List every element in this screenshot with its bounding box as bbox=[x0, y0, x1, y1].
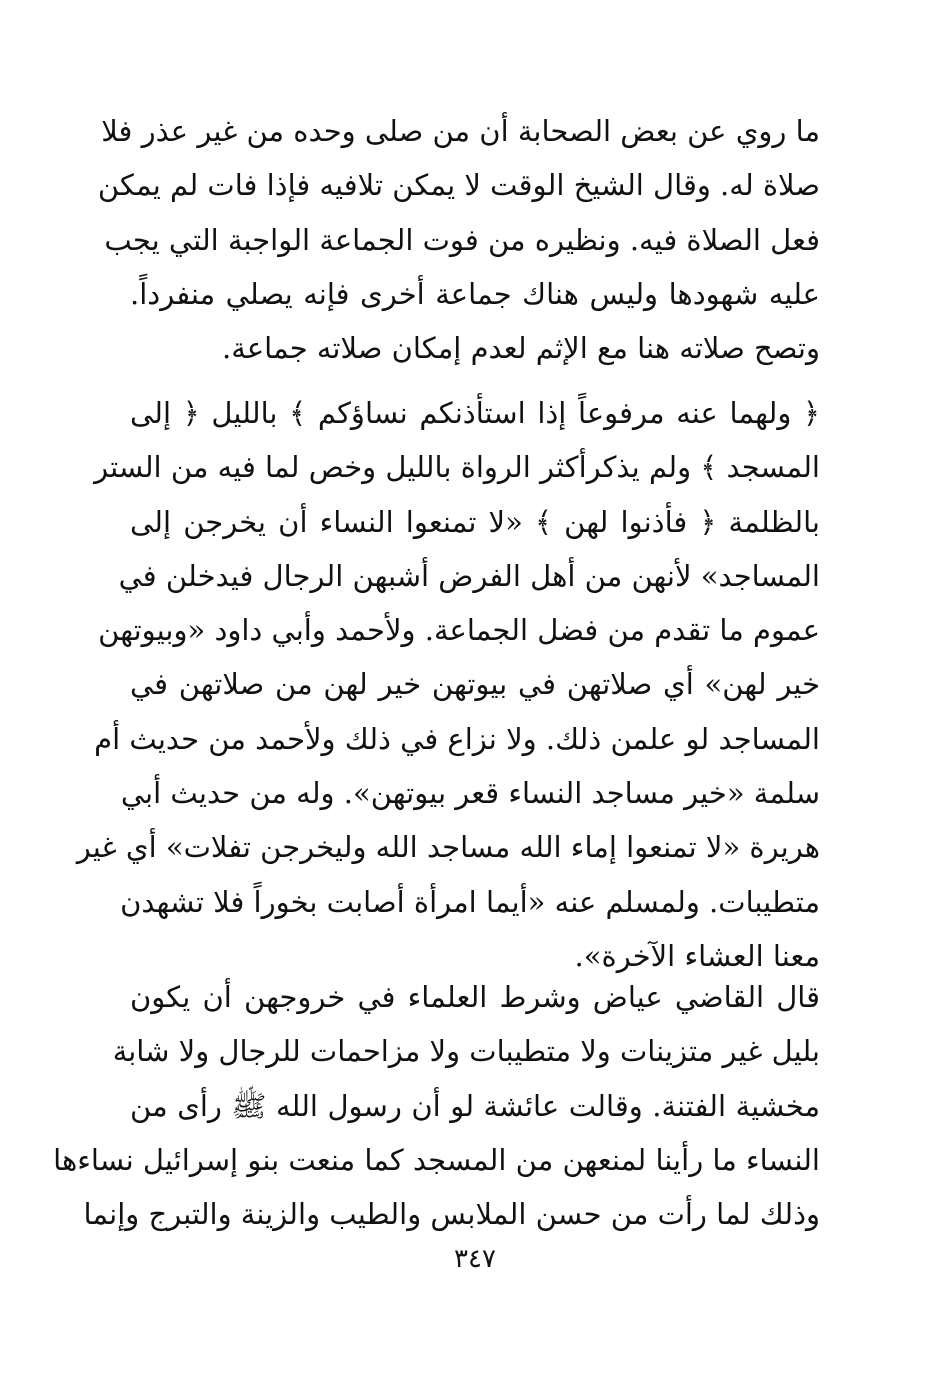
text-line: سلمة «خير مساجد النساء قعر بيوتهن». وله من حديث أبي bbox=[120, 776, 820, 811]
text-line: عليه شهودها وليس هناك جماعة أخرى فإنه يصلي منفرداً. bbox=[130, 276, 820, 311]
text-line: وذلك لما رأت من حسن الملابس والطيب والزينة والتبرج وإنما bbox=[83, 1197, 820, 1232]
paragraph-1 bbox=[97, 104, 820, 375]
text-line: صلاة له. وقال الشيخ الوقت لا يمكن تلافيه فإذا فات لم يمكن bbox=[97, 168, 820, 203]
text-line: المسجد ﴾ ولم يذكرأكثر الرواة بالليل وخص لما فيه من الستر bbox=[94, 450, 820, 485]
text-line: النساء ما رأينا لمنعهن من المسجد كما منعت بنو إسرائيل نساءها bbox=[53, 1142, 820, 1177]
text-line: هريرة «لا تمنعوا إماء الله مساجد الله وليخرجن تفلات» أي غير bbox=[76, 830, 820, 865]
paragraph-2 bbox=[76, 386, 820, 983]
page-number: ٣٤٧ bbox=[454, 1244, 496, 1274]
text-line: بالظلمة ﴿ فأذنوا لهن ﴾ «لا تمنعوا النساء أن يخرجن إلى bbox=[130, 504, 820, 539]
text-line: خير لهن» أي صلاتهن في بيوتهن خير لهن من صلاتهن في bbox=[130, 667, 820, 702]
paragraph-3 bbox=[53, 970, 820, 1241]
text-line: فعل الصلاة فيه. ونظيره من فوت الجماعة الواجبة التي يجب bbox=[104, 222, 820, 257]
text-line: وتصح صلاته هنا مع الإثم لعدم إمكان صلاته جماعة. bbox=[222, 331, 820, 366]
text-line: معنا العشاء الآخرة». bbox=[574, 938, 820, 973]
text-line: ﴿ ولهما عنه مرفوعاً إذا استأذنكم نساؤكم ﴾ بالليل ﴿ إلى bbox=[130, 396, 820, 430]
text-line: ما روي عن بعض الصحابة أن من صلى وحده من غير عذر فلا bbox=[101, 114, 820, 148]
text-line: عموم ما تقدم من فضل الجماعة. ولأحمد وأبي داود «وبيوتهن bbox=[98, 613, 820, 648]
text-line: قال القاضي عياض وشرط العلماء في خروجهن أن يكون bbox=[130, 980, 820, 1014]
text-line: المساجد» لأنهن من أهل الفرض أشبهن الرجال فيدخلن في bbox=[118, 558, 820, 593]
text-line: متطيبات. ولمسلم عنه «أيما امرأة أصابت بخوراً فلا تشهدن bbox=[120, 884, 820, 919]
text-line: المساجد لو علمن ذلك. ولا نزاع في ذلك ولأحمد من حديث أم bbox=[94, 721, 820, 756]
text-line: مخشية الفتنة. وقالت عائشة لو أن رسول الله ﷺ رأى من bbox=[130, 1088, 820, 1123]
text-line: بليل غير متزينات ولا متطيبات ولا مزاحمات للرجال ولا شابة bbox=[112, 1034, 820, 1069]
